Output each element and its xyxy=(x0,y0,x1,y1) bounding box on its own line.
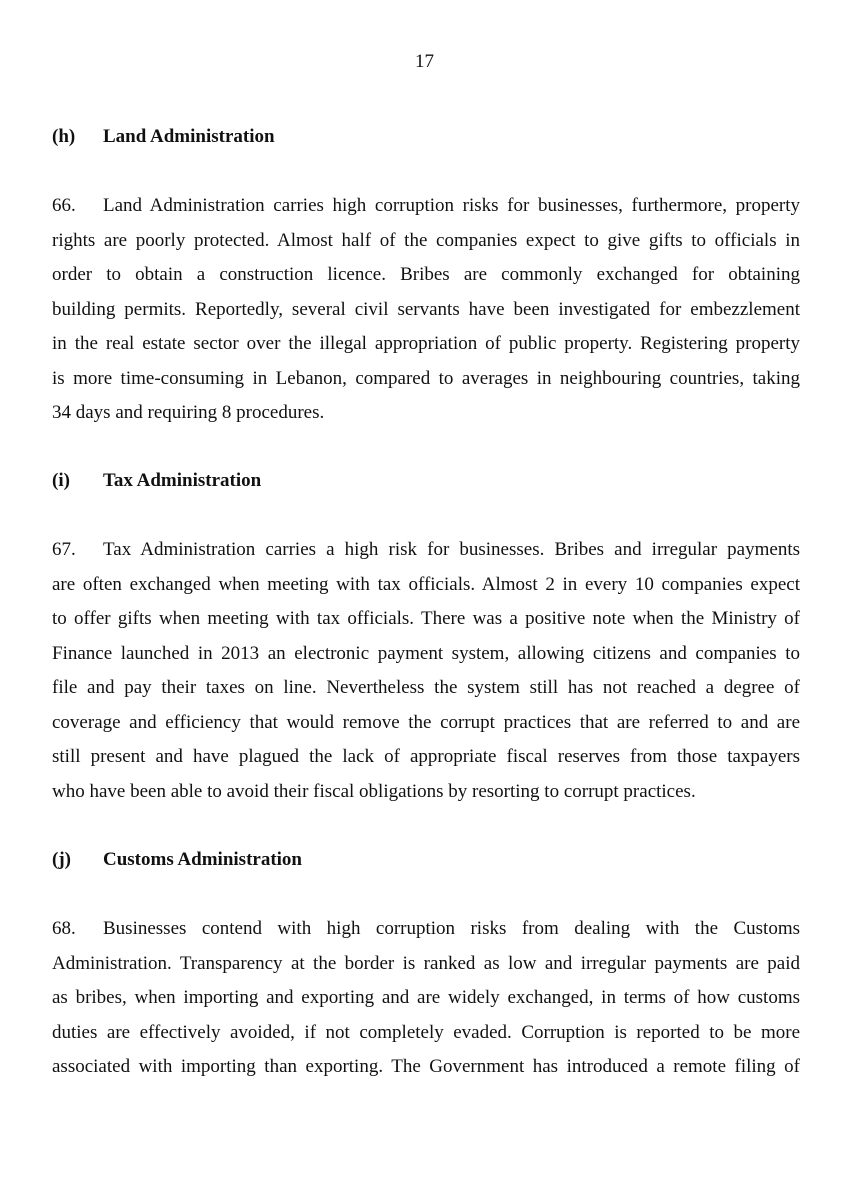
paragraph-line: 68. Businesses contend with high corruption risks from dealing with the Customs xyxy=(52,912,800,947)
paragraph-number: 68. xyxy=(52,918,76,939)
section-title: Customs Administration xyxy=(103,849,302,870)
paragraph-line: 67. Tax Administration carries a high risk for businesses. Bribes and irregular payments xyxy=(52,533,800,568)
paragraph-line: is more time-consuming in Lebanon, compared to averages in neighbouring countries, taking xyxy=(52,367,800,389)
paragraph-line: Finance launched in 2013 an electronic payment system, allowing citizens and companies to xyxy=(52,642,800,664)
paragraph-66 xyxy=(52,189,800,431)
paragraph-line: in the real estate sector over the illegal appropriation of public property. Registering property xyxy=(52,333,800,354)
section-title: Land Administration xyxy=(103,126,275,147)
section-heading-tax-administration xyxy=(52,469,261,493)
section-heading-land-administration xyxy=(52,125,275,149)
section-label: (h) xyxy=(52,126,76,147)
section-heading-customs-administration xyxy=(52,848,302,872)
paragraph-line: duties are effectively avoided, if not completely evaded. Corruption is reported to be more xyxy=(52,1021,800,1043)
paragraph-number: 66. xyxy=(52,195,76,216)
section-label: (i) xyxy=(52,470,70,491)
paragraph-line: order to obtain a construction licence. Bribes are commonly exchanged for obtaining xyxy=(52,264,800,285)
paragraph-line: to offer gifts when meeting with tax officials. There was a positive note when the Ministry of xyxy=(52,608,800,629)
paragraph-67 xyxy=(52,533,800,809)
paragraph-line: still present and have plagued the lack of appropriate fiscal reserves from those taxpayers xyxy=(52,746,800,767)
paragraph-line: associated with importing than exporting. The Government has introduced a remote filing of xyxy=(52,1056,800,1077)
paragraph-68 xyxy=(52,912,800,1085)
paragraph-number: 67. xyxy=(52,539,76,560)
page-number: 17 xyxy=(415,51,434,72)
paragraph-line: 34 days and requiring 8 procedures. xyxy=(52,402,325,423)
paragraph-line: 66. Land Administration carries high corruption risks for businesses, furthermore, property xyxy=(52,189,800,224)
section-title: Tax Administration xyxy=(103,470,262,491)
paragraph-line: coverage and efficiency that would remove the corrupt practices that are referred to and are xyxy=(52,711,800,733)
paragraph-line: rights are poorly protected. Almost half of the companies expect to give gifts to officials in xyxy=(52,229,800,251)
paragraph-line: who have been able to avoid their fiscal obligations by resorting to corrupt practices. xyxy=(52,780,696,802)
section-label: (j) xyxy=(52,849,71,870)
paragraph-line: are often exchanged when meeting with tax officials. Almost 2 in every 10 companies expect xyxy=(52,573,800,595)
paragraph-line: as bribes, when importing and exporting and are widely exchanged, in terms of how customs xyxy=(52,987,800,1008)
paragraph-line: building permits. Reportedly, several civil servants have been investigated for embezzlement xyxy=(52,298,800,320)
paragraph-line: file and pay their taxes on line. Nevertheless the system still has not reached a degree of xyxy=(52,677,800,698)
paragraph-line: Administration. Transparency at the border is ranked as low and irregular payments are paid xyxy=(52,952,800,974)
